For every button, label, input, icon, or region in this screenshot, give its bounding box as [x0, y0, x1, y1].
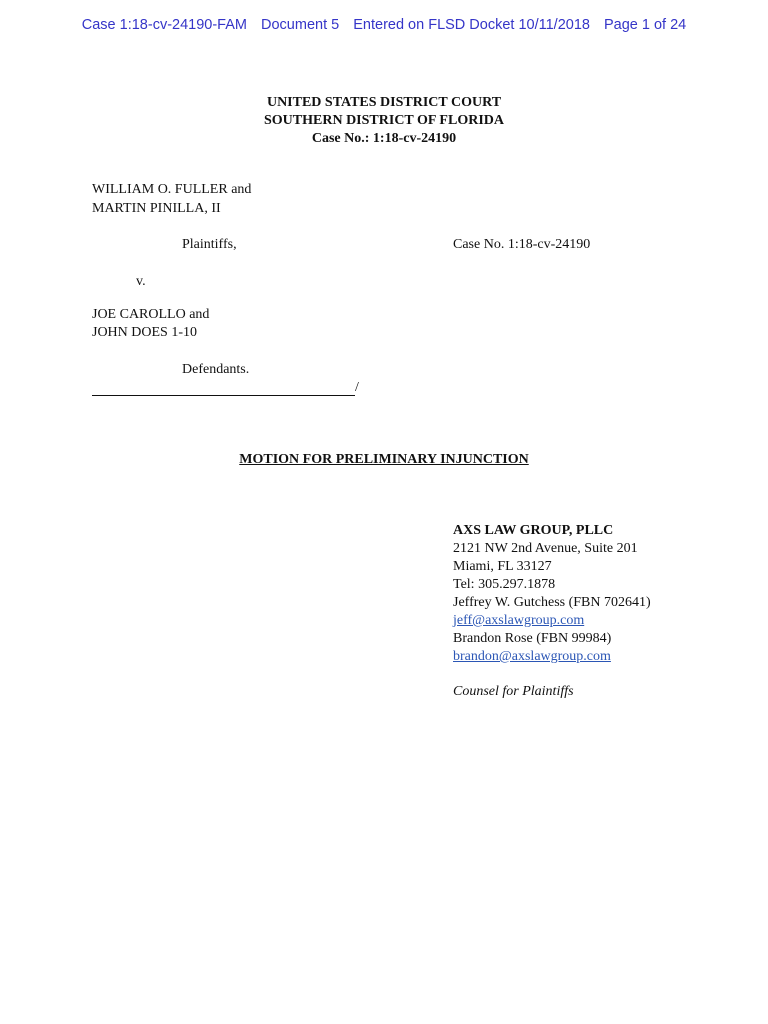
stamp-document-number: Document 5	[261, 17, 340, 33]
plaintiff-name-2: MARTIN PINILLA, II	[92, 201, 221, 216]
caption-case-number: Case No. 1:18-cv-24190	[453, 237, 591, 252]
court-case-number: Case No.: 1:18-cv-24190	[311, 131, 457, 146]
motion-title: MOTION FOR PRELIMINARY INJUNCTION	[239, 452, 529, 467]
defendants-label: Defendants.	[182, 362, 250, 377]
caption-signature-rule	[92, 395, 355, 396]
attorney-1-email-link[interactable]: jeff@axslawgroup.com	[453, 613, 585, 628]
counsel-spacer	[453, 666, 651, 683]
stamp-page-count: Page 1 of 24	[603, 17, 687, 33]
court-heading	[0, 94, 768, 148]
plaintiff-name-1: WILLIAM O. FULLER and	[92, 182, 252, 197]
court-district: SOUTHERN DISTRICT OF FLORIDA	[264, 113, 504, 128]
stamp-case-number: Case 1:18-cv-24190-FAM	[81, 17, 247, 33]
plaintiffs-label: Plaintiffs,	[182, 237, 237, 252]
stamp-entered-date: Entered on FLSD Docket 10/11/2018	[353, 17, 590, 33]
attorney-2-name: Brandon Rose (FBN 99984)	[453, 631, 612, 646]
defendant-name-2: JOHN DOES 1-10	[92, 325, 197, 340]
firm-address-line-1: 2121 NW 2nd Avenue, Suite 201	[453, 541, 638, 556]
court-name: UNITED STATES DISTRICT COURT	[266, 95, 502, 110]
firm-address-line-2: Miami, FL 33127	[453, 559, 552, 574]
law-firm-name: AXS LAW GROUP, PLLC	[453, 523, 614, 538]
attorney-1-name: Jeffrey W. Gutchess (FBN 702641)	[453, 595, 651, 610]
caption-slash: /	[355, 380, 359, 395]
docket-header-stamp	[0, 17, 768, 33]
versus-label: v.	[136, 274, 146, 289]
defendant-name-1: JOE CAROLLO and	[92, 307, 210, 322]
firm-telephone: Tel: 305.297.1878	[453, 577, 556, 592]
attorney-2-email-link[interactable]: brandon@axslawgroup.com	[453, 649, 611, 664]
counsel-role: Counsel for Plaintiffs	[453, 684, 574, 699]
counsel-block	[453, 522, 651, 701]
